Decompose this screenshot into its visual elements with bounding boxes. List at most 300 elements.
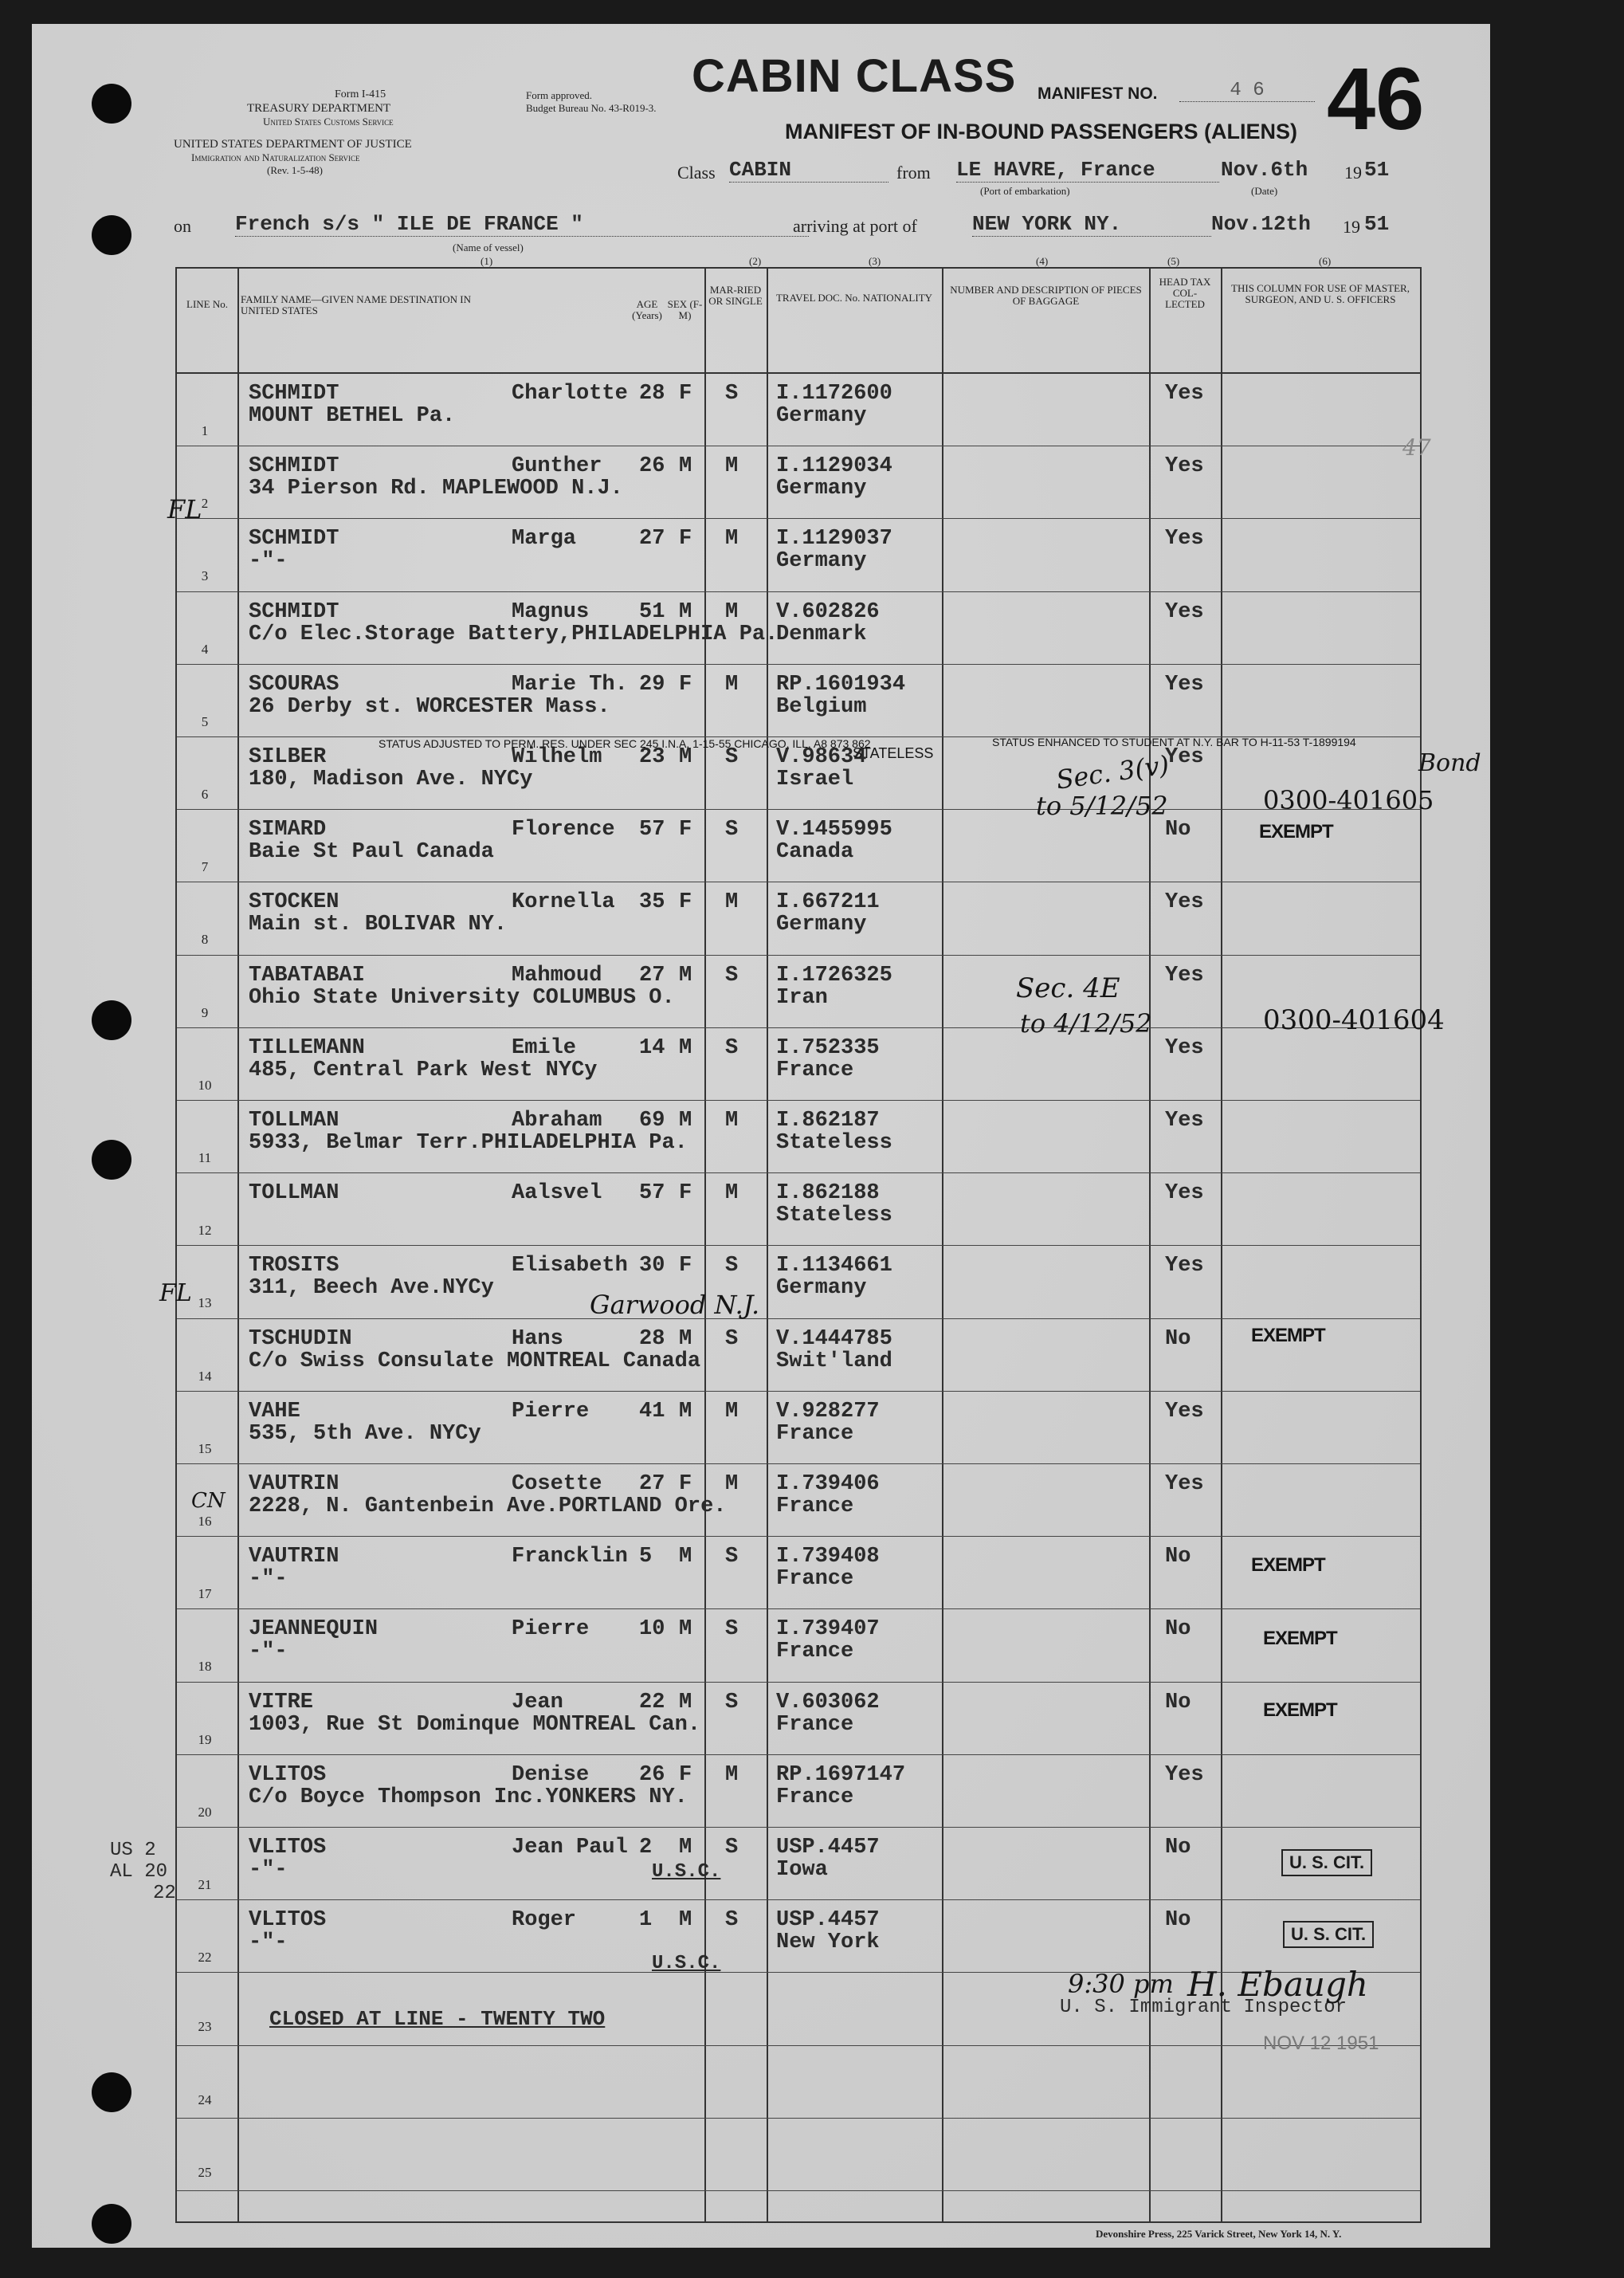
hand-status-2: STATELESS [853, 745, 934, 761]
head-tax: Yes [1165, 1254, 1204, 1278]
punch-hole-5 [92, 2072, 131, 2112]
class-value: CABIN [729, 158, 888, 183]
marital-status: S [725, 1617, 739, 1642]
age: 5 [639, 1545, 653, 1569]
embarkation-date: Nov.6th [1221, 158, 1308, 182]
manifest-no-value: 4 6 [1179, 80, 1315, 102]
arrival-date: Nov.12th [1211, 212, 1311, 236]
hand-to-1: to 5/12/52 [1036, 791, 1168, 821]
age: 2 [639, 1836, 653, 1860]
hdr-travel-doc: TRAVEL DOC. No. NATIONALITY [775, 292, 933, 304]
travel-doc: I.752335 [776, 1035, 880, 1060]
given-name: Gunther [512, 454, 602, 479]
head-tax: Yes [1165, 1399, 1204, 1424]
nationality: France [776, 1785, 854, 1809]
vessel-caption-num: (1) [481, 255, 493, 267]
form-approved: Form approved. [526, 89, 593, 101]
destination: C/o Elec.Storage Battery,PHILADELPHIA Pa. [249, 622, 779, 646]
travel-doc: RP.1697147 [776, 1762, 906, 1787]
table-row [177, 1173, 1420, 1246]
destination: 34 Pierson Rd. MAPLEWOOD N.J. [249, 477, 623, 501]
marital-status: S [725, 1545, 739, 1569]
arriving-label: arriving at port of [793, 216, 917, 236]
line-number: 23 [198, 2019, 212, 2035]
line-number: 2 [201, 496, 209, 512]
hand-status-1: STATUS ADJUSTED TO PERM. RES. UNDER SEC 245 I.N.A. 1-15-55 CHICAGO, ILL. A8 873 862 [379, 737, 871, 750]
surname: SCHMIDT [249, 599, 339, 624]
travel-doc: I.1129037 [776, 527, 892, 552]
sex: F [679, 1762, 692, 1787]
given-name: Hans [512, 1326, 563, 1351]
hdr-age: AGE (Years) [632, 298, 662, 321]
sex: M [679, 1326, 692, 1351]
travel-doc: V.603062 [776, 1690, 880, 1714]
marital-status: S [725, 1254, 739, 1278]
travel-doc: USP.4457 [776, 1836, 880, 1860]
table-row [177, 519, 1420, 591]
table-row [177, 1319, 1420, 1392]
given-name: Marga [512, 527, 577, 552]
surname: VLITOS [249, 1836, 327, 1860]
line-number: 19 [198, 1731, 212, 1747]
given-name: Marie Th. [512, 672, 628, 697]
embarkation-port: LE HAVRE, France [956, 158, 1219, 183]
manifest-no-label: MANIFEST NO. [1038, 84, 1158, 103]
surname: SCHMIDT [249, 527, 339, 552]
line-number: 4 [201, 641, 209, 657]
col-num-3: (3) [869, 255, 881, 267]
class-label: Class [677, 163, 716, 183]
age: 27 [639, 963, 665, 988]
head-tax: No [1165, 1690, 1191, 1714]
age: 26 [639, 1762, 665, 1787]
nationality: Stateless [776, 1204, 892, 1228]
table-row [177, 2046, 1420, 2119]
marital-status: M [725, 599, 739, 624]
travel-doc: I.1129034 [776, 454, 892, 479]
age: 1 [639, 1908, 653, 1933]
destination: -"- [249, 549, 288, 574]
marital-status: M [725, 527, 739, 552]
nationality: Stateless [776, 1131, 892, 1155]
surname: VLITOS [249, 1762, 327, 1787]
given-name: Magnus [512, 599, 590, 624]
destination: 485, Central Park West NYCy [249, 1058, 598, 1082]
hdr-line-no: LINE No. [186, 298, 228, 310]
sex: F [679, 890, 692, 915]
marital-status: S [725, 382, 739, 406]
col-num-2: (2) [749, 255, 762, 267]
destination: C/o Boyce Thompson Inc.YONKERS NY. [249, 1785, 688, 1809]
line-number: 10 [198, 1077, 212, 1093]
arrival-year: 51 [1364, 212, 1390, 236]
punch-hole-2 [92, 215, 131, 255]
surname: SILBER [249, 745, 327, 769]
marital-status: M [725, 454, 739, 479]
line-number: 17 [198, 1586, 212, 1602]
punch-hole-1 [92, 84, 131, 124]
vessel-name: French s/s " ILE DE FRANCE " [235, 212, 809, 237]
travel-doc: I.739408 [776, 1545, 880, 1569]
head-tax: Yes [1165, 1181, 1204, 1206]
sex: M [679, 1545, 692, 1569]
col-num-5: (5) [1167, 255, 1180, 267]
nationality: France [776, 1058, 854, 1082]
destination: 311, Beech Ave.NYCy [249, 1276, 494, 1301]
line-number: 9 [201, 1004, 209, 1020]
travel-doc: I.1134661 [776, 1254, 892, 1278]
head-tax: Yes [1165, 890, 1204, 915]
table-row [177, 1609, 1420, 1682]
hdr-head-tax: HEAD TAX COL-LECTED [1159, 276, 1211, 310]
date-stamp: NOV 12 1951 [1263, 2033, 1379, 2054]
given-name: Francklin [512, 1545, 628, 1569]
age: 41 [639, 1399, 665, 1424]
arrival-port: NEW YORK NY. [972, 212, 1211, 237]
arrival-year-prefix: 19 [1343, 217, 1360, 237]
hand-garwood: Garwood N.J. [590, 1290, 760, 1320]
nationality: Germany [776, 549, 867, 574]
table-row [177, 1755, 1420, 1828]
vessel-caption: (Name of vessel) [453, 242, 524, 253]
form-number: Form I-415 [335, 88, 386, 100]
marital-status: M [725, 1109, 739, 1133]
surname: VAHE [249, 1399, 300, 1424]
nationality: France [776, 1640, 854, 1664]
marital-status: S [725, 1326, 739, 1351]
hand-sec3: Sec. 3(v) [1054, 749, 1171, 795]
line-number: 16 [198, 1514, 212, 1529]
head-tax: Yes [1165, 672, 1204, 697]
table-row [177, 592, 1420, 665]
age: 57 [639, 1181, 665, 1206]
head-tax: Yes [1165, 527, 1204, 552]
table-row [177, 1246, 1420, 1318]
usc-21: U.S.C. [652, 1861, 721, 1883]
marital-status: M [725, 672, 739, 697]
destination: 180, Madison Ave. NYCy [249, 768, 533, 791]
year-value: 51 [1364, 158, 1390, 182]
table-row [177, 1392, 1420, 1464]
travel-doc: USP.4457 [776, 1908, 880, 1933]
punch-hole-3 [92, 1000, 131, 1040]
line-number: 11 [198, 1150, 212, 1165]
line-number: 13 [198, 1295, 212, 1311]
hdr-baggage: NUMBER AND DESCRIPTION OF PIECES OF BAGGAGE [950, 284, 1142, 307]
nationality: Iowa [776, 1858, 828, 1882]
destination: -"- [249, 1640, 288, 1664]
age: 51 [639, 599, 665, 624]
age: 27 [639, 527, 665, 552]
table-row [177, 446, 1420, 519]
nationality: France [776, 1421, 854, 1446]
given-name: Roger [512, 1908, 577, 1933]
line-number: 1 [201, 423, 209, 438]
sex: M [679, 963, 692, 988]
nationality: New York [776, 1930, 880, 1955]
travel-doc: I.1172600 [776, 382, 892, 406]
given-name: Pierre [512, 1399, 590, 1424]
exempt-stamp-19: EXEMPT [1263, 1699, 1337, 1721]
destination: 5933, Belmar Terr.PHILADELPHIA Pa. [249, 1131, 688, 1155]
punch-hole-4 [92, 1140, 131, 1180]
sex: M [679, 1908, 692, 1933]
given-name: Abraham [512, 1109, 602, 1133]
sex: F [679, 818, 692, 842]
given-name: Mahmoud [512, 963, 602, 988]
sex: M [679, 599, 692, 624]
head-tax: Yes [1165, 382, 1204, 406]
line-number: 3 [201, 568, 209, 584]
given-name: Wilhelm [512, 745, 602, 769]
destination: Main st. BOLIVAR NY. [249, 913, 508, 937]
given-name: Pierre [512, 1617, 590, 1642]
destination: 1003, Rue St Dominque MONTREAL Can. [249, 1712, 701, 1737]
hand-fl-2: FL [159, 1279, 192, 1307]
hand-fl-1: FL [167, 494, 202, 524]
row-divider [177, 2190, 1420, 2191]
sex: M [679, 1035, 692, 1060]
surname: SCHMIDT [249, 454, 339, 479]
head-tax: No [1165, 818, 1191, 842]
on-label: on [174, 216, 191, 236]
marital-status: M [725, 1472, 739, 1496]
destination: C/o Swiss Consulate MONTREAL Canada [249, 1349, 701, 1373]
travel-doc: V.602826 [776, 599, 880, 624]
destination: Ohio State University COLUMBUS O. [249, 985, 675, 1010]
date-caption: (Date) [1251, 185, 1278, 197]
us-cit-stamp-22: U. S. CIT. [1283, 1921, 1374, 1948]
table-row [177, 1683, 1420, 1755]
line-number: 14 [198, 1368, 212, 1384]
table-row [177, 1900, 1420, 1973]
hand-to-2: to 4/12/52 [1020, 1008, 1152, 1039]
inspector-signature: H. Ebaugh [1187, 1965, 1368, 2004]
destination: 26 Derby st. WORCESTER Mass. [249, 694, 610, 719]
age: 10 [639, 1617, 665, 1642]
age: 69 [639, 1109, 665, 1133]
sex: M [679, 1836, 692, 1860]
nationality: France [776, 1567, 854, 1592]
exempt-stamp-18: EXEMPT [1263, 1628, 1337, 1649]
head-tax: Yes [1165, 745, 1204, 769]
nationality: Swit'land [776, 1349, 892, 1373]
sex: M [679, 1617, 692, 1642]
age: 23 [639, 745, 665, 769]
printer-credit: Devonshire Press, 225 Varick Street, New York 14, N. Y. [1096, 2228, 1342, 2240]
surname: STOCKEN [249, 890, 339, 915]
travel-doc: V.98634 [776, 745, 867, 769]
usc-22: U.S.C. [652, 1953, 721, 1974]
table-row [177, 374, 1420, 446]
age: 28 [639, 382, 665, 406]
line-number: 6 [201, 787, 209, 802]
passenger-table [175, 267, 1422, 2223]
hand-num-1: 0300-401605 [1263, 785, 1434, 815]
surname: VLITOS [249, 1908, 327, 1933]
age: 22 [639, 1690, 665, 1714]
sex: M [679, 1399, 692, 1424]
marital-status: M [725, 890, 739, 915]
given-name: Aalsvel [512, 1181, 602, 1206]
punch-hole-6 [92, 2204, 131, 2244]
marital-status: S [725, 818, 739, 842]
marital-status: M [725, 1399, 739, 1424]
given-name: Jean Paul [512, 1836, 628, 1860]
age: 57 [639, 818, 665, 842]
table-row [177, 1537, 1420, 1609]
hand-cn: CN [191, 1489, 226, 1513]
table-row [177, 2119, 1420, 2191]
nationality: France [776, 1494, 854, 1518]
table-row [177, 810, 1420, 882]
travel-doc: RP.1601934 [776, 672, 906, 697]
left-margin-22: 22 [153, 1883, 176, 1904]
travel-doc: I.862188 [776, 1181, 880, 1206]
hand-sec4: Sec. 4E [1016, 972, 1120, 1004]
surname: TSCHUDIN [249, 1326, 352, 1351]
given-name: Florence [512, 818, 615, 842]
table-row [177, 665, 1420, 737]
line-number: 7 [201, 859, 209, 875]
left-margin-us2: US 2 [110, 1840, 156, 1861]
marital-status: S [725, 963, 739, 988]
left-margin-al20: AL 20 [110, 1861, 168, 1883]
line-number: 22 [198, 1950, 212, 1966]
marital-status: S [725, 745, 739, 769]
nationality: Belgium [776, 694, 867, 719]
age: 35 [639, 890, 665, 915]
head-tax: Yes [1165, 1035, 1204, 1060]
given-name: Kornella [512, 890, 615, 915]
manifest-page [32, 24, 1490, 2248]
manifest-subtitle: MANIFEST OF IN-BOUND PASSENGERS (ALIENS) [785, 120, 1298, 143]
line-number: 15 [198, 1440, 212, 1456]
surname: TROSITS [249, 1254, 339, 1278]
year-prefix: 19 [1344, 163, 1362, 183]
table-row [177, 1828, 1420, 1900]
marital-status: M [725, 1762, 739, 1787]
age: 29 [639, 672, 665, 697]
line-number: 20 [198, 1804, 212, 1820]
surname: VAUTRIN [249, 1472, 339, 1496]
hand-num-2: 0300-401604 [1263, 1004, 1445, 1036]
marital-status: S [725, 1035, 739, 1060]
travel-doc: I.739406 [776, 1472, 880, 1496]
revision: (Rev. 1-5-48) [267, 164, 323, 176]
head-tax: Yes [1165, 963, 1204, 988]
head-tax: No [1165, 1908, 1191, 1933]
nationality: Denmark [776, 622, 867, 646]
sex: M [679, 745, 692, 769]
line-number: 18 [198, 1659, 212, 1675]
destination: 535, 5th Ave. NYCy [249, 1421, 481, 1446]
justice-dept: UNITED STATES DEPARTMENT OF JUSTICE [174, 138, 412, 151]
marital-status: M [725, 1181, 739, 1206]
line-number: 12 [198, 1223, 212, 1239]
age: 14 [639, 1035, 665, 1060]
hdr-officers: THIS COLUMN FOR USE OF MASTER, SURGEON, AND U. S. OFFICERS [1231, 282, 1410, 305]
cabin-class-title: CABIN CLASS [692, 50, 1017, 102]
ins-service: Immigration and Naturalization Service [191, 151, 360, 163]
travel-doc: I.739407 [776, 1617, 880, 1642]
exempt-stamp-17: EXEMPT [1251, 1554, 1325, 1576]
given-name: Cosette [512, 1472, 602, 1496]
hand-time: 9:30 pm [1068, 1969, 1174, 1999]
sex: F [679, 1254, 692, 1278]
surname: VITRE [249, 1690, 314, 1714]
port-caption: (Port of embarkation) [980, 185, 1070, 197]
from-label: from [896, 163, 931, 183]
nationality: Israel [776, 768, 854, 791]
age: 26 [639, 454, 665, 479]
treasury-dept: TREASURY DEPARTMENT [247, 102, 391, 115]
inspector-label: U. S. Immigrant Inspector [1060, 1997, 1347, 2018]
head-tax: No [1165, 1836, 1191, 1860]
surname: TOLLMAN [249, 1181, 339, 1206]
destination: MOUNT BETHEL Pa. [249, 404, 456, 428]
destination: -"- [249, 1930, 288, 1955]
line-number: 5 [201, 713, 209, 729]
line-number: 25 [198, 2164, 212, 2180]
line-number: 21 [198, 1877, 212, 1892]
sex: M [679, 1109, 692, 1133]
head-tax: Yes [1165, 1109, 1204, 1133]
head-tax: Yes [1165, 1472, 1204, 1496]
sex: F [679, 1472, 692, 1496]
marital-status: S [725, 1836, 739, 1860]
table-row [177, 1028, 1420, 1101]
nationality: France [776, 1712, 854, 1737]
marital-status: S [725, 1908, 739, 1933]
surname: TILLEMANN [249, 1035, 365, 1060]
table-row [177, 1101, 1420, 1173]
given-name: Elisabeth [512, 1254, 628, 1278]
col-num-6: (6) [1319, 255, 1332, 267]
surname: SCHMIDT [249, 382, 339, 406]
head-tax: Yes [1165, 599, 1204, 624]
given-name: Jean [512, 1690, 563, 1714]
travel-doc: I.862187 [776, 1109, 880, 1133]
sex: F [679, 382, 692, 406]
surname: TOLLMAN [249, 1109, 339, 1133]
travel-doc: V.1455995 [776, 818, 892, 842]
travel-doc: V.928277 [776, 1399, 880, 1424]
age: 30 [639, 1254, 665, 1278]
customs-service: United States Customs Service [263, 116, 394, 128]
closing-text: CLOSED AT LINE - TWENTY TWO [269, 2007, 606, 2031]
nationality: Germany [776, 1276, 867, 1301]
travel-doc: V.1444785 [776, 1326, 892, 1351]
given-name: Emile [512, 1035, 577, 1060]
travel-doc: I.1726325 [776, 963, 892, 988]
marital-status: S [725, 1690, 739, 1714]
table-row [177, 882, 1420, 955]
nationality: Canada [776, 840, 854, 865]
hand-47: 47 [1402, 434, 1431, 461]
hdr-married: MAR-RIED OR SINGLE [708, 284, 763, 307]
surname: TABATABAI [249, 963, 365, 988]
exempt-stamp-14: EXEMPT [1251, 1325, 1325, 1346]
head-tax: No [1165, 1545, 1191, 1569]
line-number: 8 [201, 932, 209, 948]
sex: M [679, 1690, 692, 1714]
exempt-stamp-7: EXEMPT [1259, 821, 1333, 842]
surname: SCOURAS [249, 672, 339, 697]
head-tax: Yes [1165, 454, 1204, 479]
age: 27 [639, 1472, 665, 1496]
given-name: Charlotte [512, 382, 628, 406]
